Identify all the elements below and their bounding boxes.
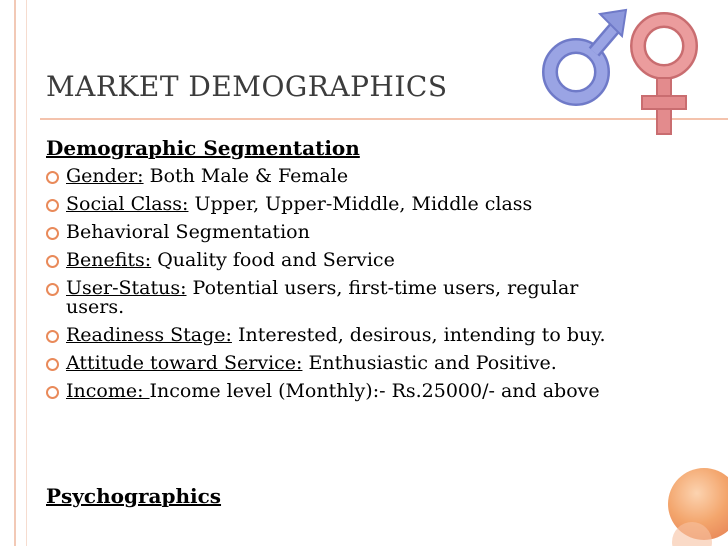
bullet-icon (46, 358, 59, 371)
list-item: Gender: Both Male & Female (46, 167, 626, 186)
list-item: Social Class: Upper, Upper-Middle, Middle class (46, 195, 626, 214)
bullet-icon (46, 255, 59, 268)
bullet-list (46, 167, 626, 410)
female-symbol-icon (624, 8, 704, 138)
bullet-icon (46, 171, 59, 184)
decorative-orb-icon (652, 456, 728, 546)
slide-border-inner (26, 0, 27, 546)
bullet-icon (46, 227, 59, 240)
male-symbol-icon (540, 6, 630, 110)
bullet-icon (46, 330, 59, 343)
bullet-icon (46, 199, 59, 212)
bullet-icon (46, 386, 59, 399)
list-item: Income: Income level (Monthly):- Rs.25000/- and above (46, 382, 626, 401)
list-item: Benefits: Quality food and Service (46, 251, 626, 270)
demographic-heading: Demographic Segmentation (46, 136, 360, 160)
list-item: Readiness Stage: Interested, desirous, intending to buy. (46, 326, 626, 345)
list-item: Attitude toward Service: Enthusiastic and Positive. (46, 354, 626, 373)
list-item: User-Status: Potential users, first-time users, regular users. (46, 279, 626, 317)
list-item: Behavioral Segmentation (46, 223, 626, 242)
slide-border (14, 0, 16, 546)
bullet-icon (46, 283, 59, 296)
slide-title: MARKET DEMOGRAPHICS (46, 70, 448, 103)
psychographics-heading: Psychographics (46, 484, 222, 508)
